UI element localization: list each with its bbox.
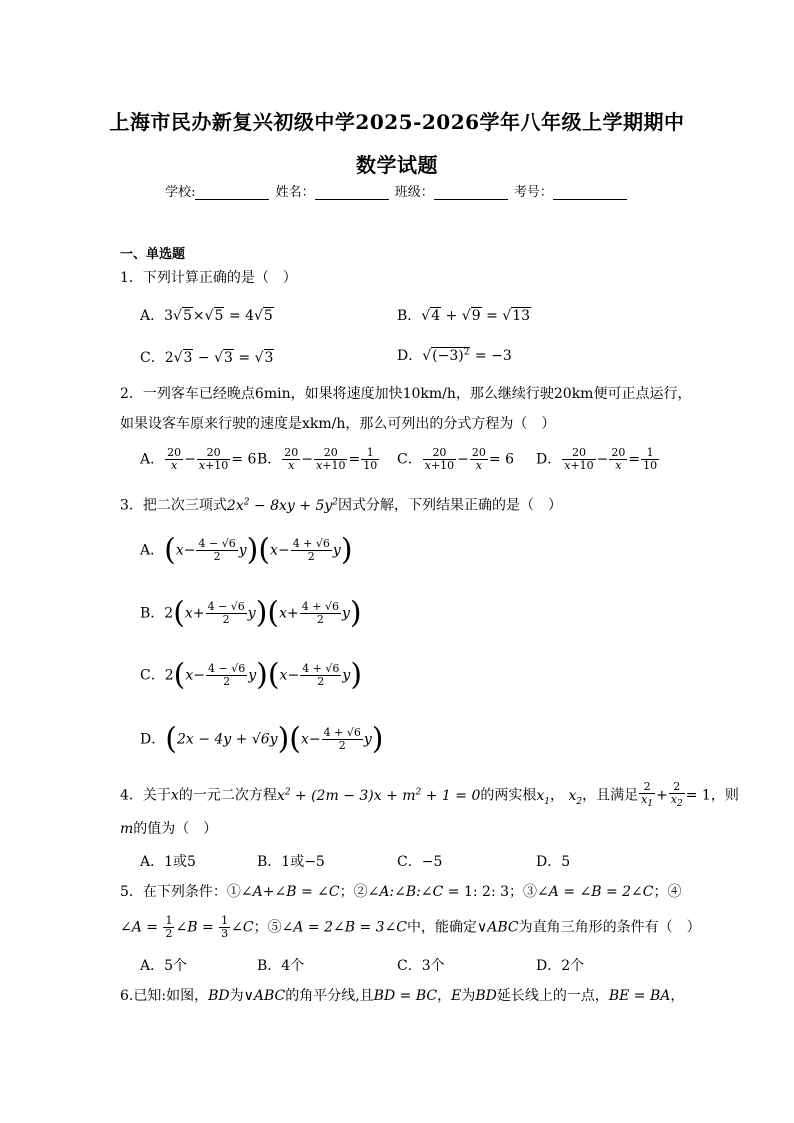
- name-blank[interactable]: [315, 185, 389, 200]
- q4-stem-a: 4．关于: [120, 787, 171, 804]
- q4-stem-f: 的值为（ ）: [133, 821, 218, 837]
- exam-title-line1: 上海市民办新复兴初级中学2025-2026学年八年级上学期期中: [109, 110, 685, 134]
- question-4-stem-line1: 4．关于x的一元二次方程$x^2 + (2m - 3)x + m^2 + 1 = 0$的两实根$x_1$， $x_2$，且满足 $\frac{2}{x_1}$ + $\frac{2}{x_2}$ = 1，则: [120, 780, 739, 810]
- q5-stem-c: 为直角三角形的条件有（ ）: [518, 919, 701, 936]
- q3-option-a: A．(x− $\frac{4 - √6}{2}$ y)(x− $\frac{4 + √6}{2}$ y): [140, 532, 353, 568]
- q4-stem-c: 的两实根: [480, 787, 537, 804]
- q4-option-d: D．5: [536, 854, 571, 870]
- q4-stem-d: ，且满足: [582, 787, 639, 804]
- q2-option-a: A． $\frac{20}{x}$ − $\frac{20}{x+10}$ = 6: [140, 446, 257, 472]
- class-label: 班级：: [394, 185, 434, 200]
- exam-no-blank[interactable]: [553, 185, 627, 200]
- q5-option-b: B．4个: [257, 958, 305, 974]
- q6-stem-f: 延长线上的一点，: [496, 988, 609, 1004]
- q1-option-c: C．2√3 − √3 = √3: [140, 350, 274, 366]
- q5-option-d: D．2个: [536, 958, 585, 974]
- question-5-stem-line2: ∠A = $\frac{1}{2}$ ∠B = $\frac{1}{3}$ ∠C；⑤∠A = 2∠B = 3∠C中，能确定∨ABC为直角三角形的条件有（ ）: [120, 914, 701, 940]
- q6-stem-d: ，: [437, 988, 452, 1004]
- q5-option-c: C．3个: [397, 958, 445, 974]
- school-blank[interactable]: [195, 185, 269, 200]
- q3-stem-a: 3．把二次三项式: [120, 497, 227, 514]
- q4-option-b: B．1或−5: [257, 854, 325, 870]
- question-4-stem-line2: m的值为（ ）: [120, 821, 218, 837]
- question-2-stem-line2: 如果设客车原来行驶的速度是xkm/h，那么可列出的分式方程为（ ）: [120, 416, 556, 432]
- q4-option-a: A．1或5: [140, 854, 196, 870]
- q3-stem-b: 因式分解，下列结果正确的是（ ）: [338, 497, 562, 514]
- question-6-stem: 6.已知:如图，BD为∨ABC的角平分线,且BD = BC，E为BD延长线上的一点，BE = BA，: [120, 988, 685, 1004]
- name-label: 姓名：: [275, 185, 315, 200]
- q1-option-d: D．$√(-3)^2 = -3$: [397, 347, 512, 364]
- question-3-stem: 3．把二次三项式$2x^2 - 8xy + 5y^2$因式分解，下列结果正确的是（ ）: [120, 497, 562, 514]
- exam-title-line2: 数学试题: [356, 153, 438, 177]
- q5-stem-b: 中，能确定: [407, 919, 477, 936]
- q6-stem-b: 为: [229, 988, 244, 1004]
- question-2-stem-line1: 2．一列客车已经晚点6min，如果将速度加快10km/h，那么继续行驶20km便可正点运行，: [120, 386, 692, 402]
- q1-option-b: B．√4 + √9 = √13: [397, 308, 531, 324]
- q4-option-c: C．−5: [397, 854, 443, 870]
- school-label: 学校:: [165, 185, 196, 200]
- q2-option-d: D． $\frac{20}{x+10}$ − $\frac{20}{x}$ = $\frac{1}{10}$: [536, 446, 658, 472]
- question-1-stem: 1．下列计算正确的是（ ）: [120, 270, 297, 286]
- q2-option-b: B． $\frac{20}{x}$ − $\frac{20}{x+10}$ = $\frac{1}{10}$: [257, 446, 378, 472]
- q6-stem-e: 为: [461, 988, 476, 1004]
- question-5-stem-line1: 5．在下列条件：①∠A+∠B = ∠C；②∠A:∠B:∠C = 1: 2: 3；③∠A = ∠B = 2∠C；④: [120, 884, 682, 900]
- student-info-line: [0, 181, 794, 200]
- q3-option-b: B．2(x+ $\frac{4 - √6}{2}$ y)(x+ $\frac{4 + √6}{2}$ y): [140, 595, 362, 631]
- section-single-choice: 一、单选题: [120, 247, 186, 262]
- q1-option-a: A．3√5×√5 = 4√5: [140, 308, 273, 324]
- class-blank[interactable]: [434, 185, 508, 200]
- exam-no-label: 考号：: [513, 185, 553, 200]
- q5-stem-a: 5．在下列条件：: [120, 884, 227, 900]
- q3-option-d: D．(2x − 4y + √6y)(x− $\frac{4 + √6}{2}$ y): [140, 721, 384, 757]
- q3-option-c: C．2(x− $\frac{4 - √6}{2}$ y)(x− $\frac{4 + √6}{2}$ y): [140, 657, 363, 693]
- q6-stem-c: 的角平分线,且: [285, 988, 374, 1004]
- q6-stem-a: 6.已知:如图，: [120, 988, 209, 1004]
- q2-option-c: C． $\frac{20}{x+10}$ − $\frac{20}{x}$ = 6: [397, 446, 514, 472]
- q4-stem-b: 的一元二次方程: [178, 787, 277, 804]
- q4-stem-e: ，则: [710, 787, 739, 804]
- q5-option-a: A．5个: [140, 958, 188, 974]
